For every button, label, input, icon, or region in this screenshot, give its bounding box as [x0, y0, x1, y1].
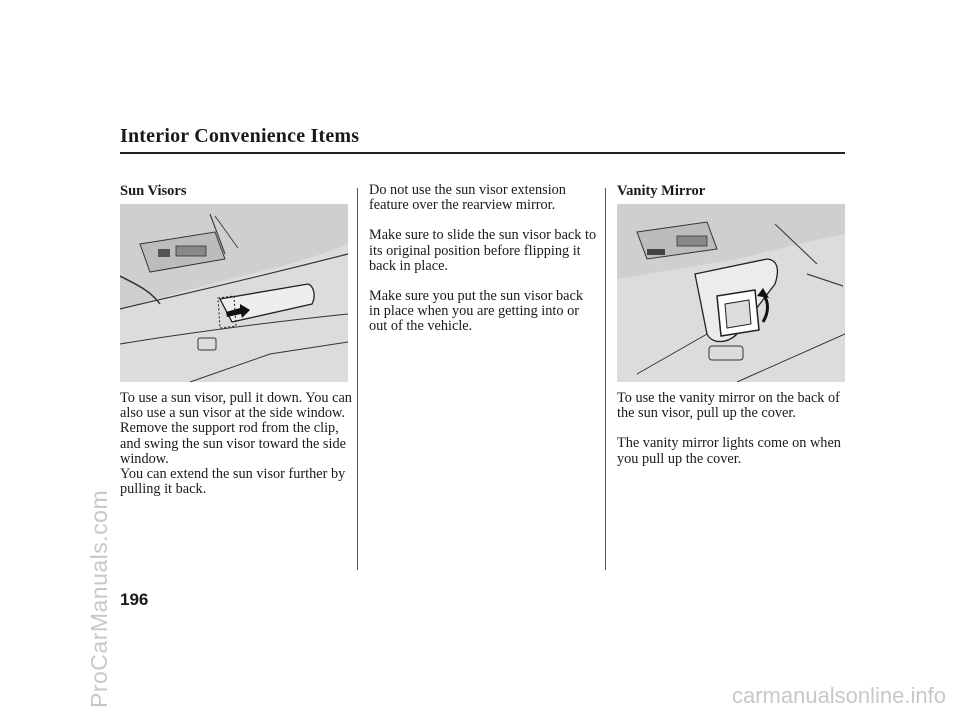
- sun-visors-paragraph: To use a sun visor, pull it down. You can also use a sun visor at the side window. Remove the support rod from the clip, and swing the sun visor toward the side window.: [120, 390, 352, 467]
- sun-visors-text: [120, 391, 352, 512]
- side-watermark: ProCarManuals.com: [86, 489, 112, 708]
- middle-paragraph: Make sure you put the sun visor back in place when you are getting into or out of the vehicle.: [369, 288, 584, 335]
- page-title: Interior Convenience Items: [120, 125, 360, 147]
- vanity-mirror-paragraph: To use the vanity mirror on the back of the sun visor, pull up the cover.: [617, 390, 840, 422]
- column-divider-right: [605, 188, 606, 570]
- page-number: 196: [120, 590, 149, 609]
- vanity-mirror-illustration: [617, 204, 845, 382]
- sun-visor-illustration: [120, 204, 348, 382]
- middle-paragraph: Make sure to slide the sun visor back to its original position before flipping it back in place.: [369, 227, 597, 274]
- bottom-watermark: carmanualsonline.info: [731, 683, 946, 708]
- vanity-mirror-paragraph: The vanity mirror lights come on when you pull up the cover.: [617, 435, 841, 467]
- column-divider-left: [357, 188, 358, 570]
- sun-visors-heading: Sun Visors: [120, 183, 187, 199]
- vanity-mirror-heading: Vanity Mirror: [617, 183, 706, 199]
- title-rule: [120, 152, 845, 154]
- middle-paragraph: Do not use the sun visor extension feature over the rearview mirror.: [369, 182, 566, 214]
- vanity-mirror-text: [617, 391, 849, 482]
- middle-text: [369, 183, 597, 350]
- sun-visors-paragraph: You can extend the sun visor further by pulling it back.: [120, 466, 346, 498]
